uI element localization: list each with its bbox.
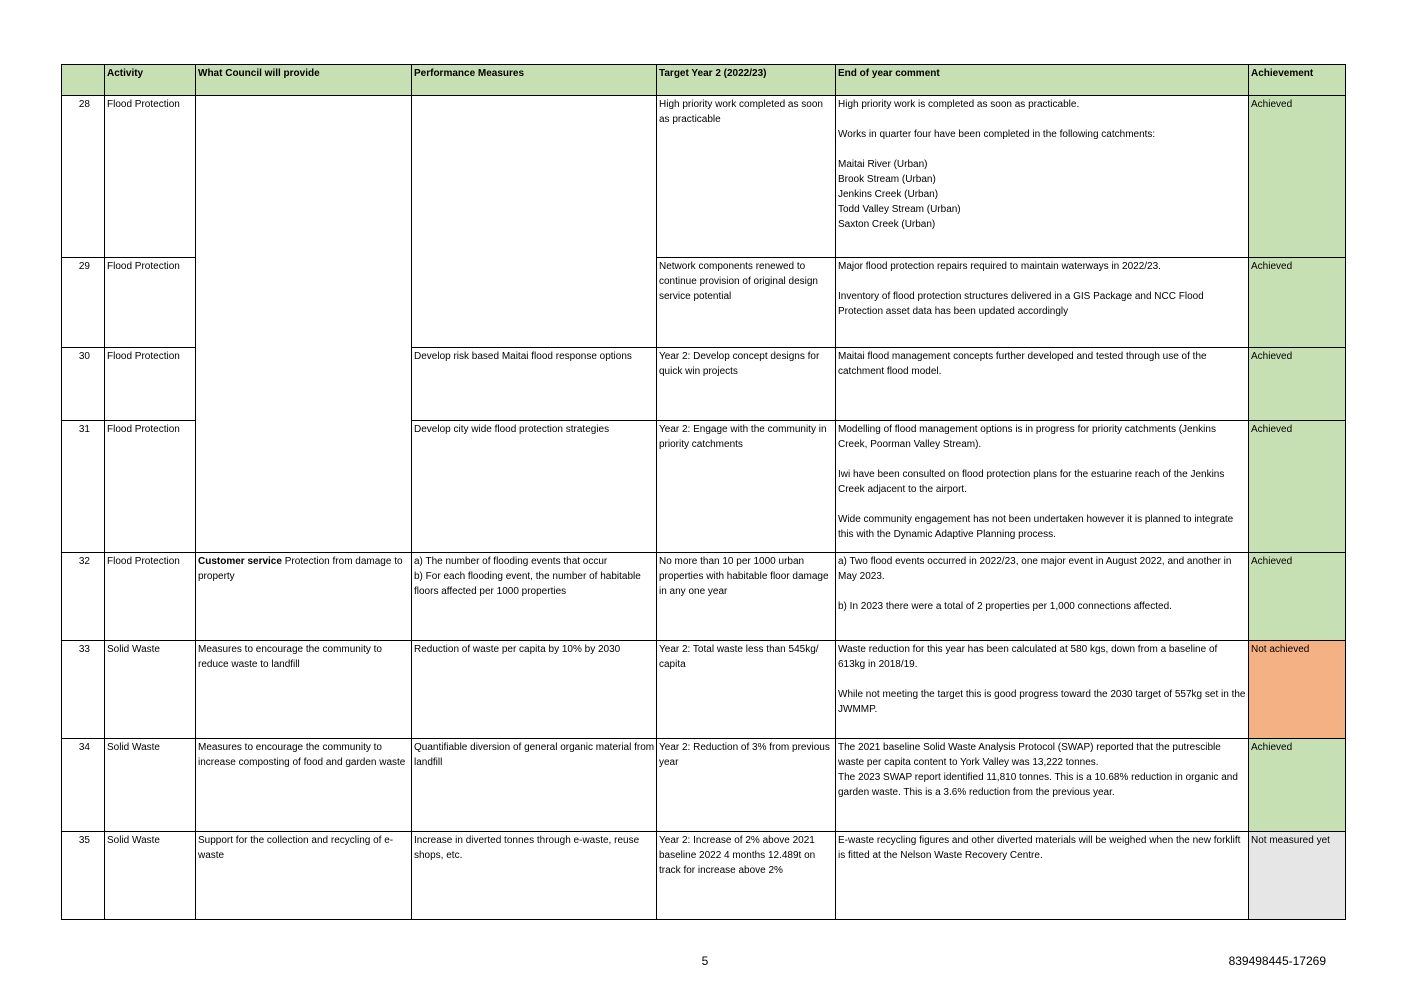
- comment-paragraph: Modelling of flood management options is in progress for priority catchments (Jenkins Creek, Poorman Valley Stream).: [838, 424, 1216, 450]
- measures-cell-text: Develop city wide flood protection strategies: [414, 424, 610, 435]
- header-achievement: Achievement: [1249, 65, 1346, 96]
- achievement-cell-text: Achieved: [1251, 261, 1293, 272]
- measures-cell-text: Increase in diverted tonnes through e-waste, reuse shops, etc.: [414, 835, 640, 861]
- paragraph-gap: [838, 452, 1247, 467]
- header-target: Target Year 2 (2022/23): [657, 65, 836, 96]
- table-row: [62, 96, 1346, 258]
- comment-cell: [836, 832, 1249, 920]
- comment-cell: [836, 553, 1249, 641]
- target-cell: [657, 641, 836, 739]
- comment-paragraph: E-waste recycling figures and other diverted materials will be weighed when the new forklift is fitted at the Nelson Waste Recovery Centre.: [838, 835, 1241, 861]
- provide-cell: [196, 641, 412, 739]
- measures-cell: [412, 348, 657, 421]
- activity-cell: [105, 739, 196, 832]
- performance-table: [61, 64, 1346, 920]
- row-number: [62, 348, 105, 421]
- achievement-cell-text: Achieved: [1251, 424, 1293, 435]
- comment-paragraph: Wide community engagement has not been undertaken however it is planned to integrate this with the Dynamic Adaptive Planning process.: [838, 514, 1234, 540]
- comment-paragraph: While not meeting the target this is good progress toward the 2030 target of 557kg set in the JWMMP.: [838, 689, 1246, 715]
- provide-cell: [196, 553, 412, 641]
- activity-cell: [105, 832, 196, 920]
- measures-cell: [412, 421, 657, 553]
- table-body: [62, 96, 1346, 920]
- measures-cell: [412, 641, 657, 739]
- paragraph-gap: [838, 112, 1247, 127]
- comment-paragraph: Maitai flood management concepts further developed and tested through use of the catchment flood model.: [838, 351, 1207, 377]
- achievement-cell: [1249, 96, 1346, 258]
- activity-cell-text: Flood Protection: [107, 99, 180, 110]
- comment-cell: [836, 348, 1249, 421]
- target-cell: [657, 348, 836, 421]
- activity-cell: [105, 258, 196, 348]
- provide-cell: [196, 739, 412, 832]
- row-number-text: 30: [78, 351, 90, 362]
- header-number: [62, 65, 105, 96]
- achievement-cell-text: Achieved: [1251, 99, 1293, 110]
- provide-text: Measures to encourage the community to increase composting of food and garden waste: [198, 742, 406, 768]
- comment-paragraph: Major flood protection repairs required to maintain waterways in 2022/23.: [838, 261, 1161, 272]
- achievement-cell: [1249, 553, 1346, 641]
- paragraph-gap: [838, 672, 1247, 687]
- achievement-cell-text: Not measured yet: [1251, 835, 1330, 846]
- activity-cell-text: Flood Protection: [107, 556, 180, 567]
- target-cell-text: High priority work completed as soon as practicable: [659, 99, 823, 125]
- activity-cell-text: Solid Waste: [107, 835, 160, 846]
- comment-paragraph: Maitai River (Urban) Brook Stream (Urban) Jenkins Creek (Urban) Todd Valley Stream (Urban) Saxton Creek (Urban): [838, 159, 961, 230]
- target-cell: [657, 832, 836, 920]
- measures-cell-text: Reduction of waste per capita by 10% by 2030: [414, 644, 621, 655]
- paragraph-gap: [838, 274, 1247, 289]
- paragraph-gap: [838, 142, 1247, 157]
- row-number-text: 34: [78, 742, 90, 753]
- page-number: 5: [701, 954, 709, 968]
- target-cell: [657, 258, 836, 348]
- achievement-cell: [1249, 641, 1346, 739]
- table-row: [62, 832, 1346, 920]
- activity-cell-text: Flood Protection: [107, 261, 180, 272]
- header-provide: What Council will provide: [196, 65, 412, 96]
- comment-paragraph: a) Two flood events occurred in 2022/23, one major event in August 2022, and another in May 2023.: [838, 556, 1232, 582]
- table-row: [62, 641, 1346, 739]
- row-number-text: 33: [78, 644, 90, 655]
- row-number: [62, 553, 105, 641]
- target-cell-text: Year 2: Develop concept designs for quick win projects: [659, 351, 820, 377]
- row-number: [62, 258, 105, 348]
- target-cell-text: Year 2: Total waste less than 545kg/ capita: [659, 644, 819, 670]
- measures-cell: [412, 553, 657, 641]
- comment-cell: [836, 258, 1249, 348]
- comment-paragraph: Waste reduction for this year has been calculated at 580 kgs, down from a baseline of 613kg in 2018/19.: [838, 644, 1218, 670]
- paragraph-gap: [838, 584, 1247, 599]
- header-activity: Activity: [105, 65, 196, 96]
- measures-cell-text: Quantifiable diversion of general organic material from landfill: [414, 742, 655, 768]
- achievement-cell: [1249, 258, 1346, 348]
- comment-cell: [836, 421, 1249, 553]
- activity-cell-text: Solid Waste: [107, 644, 160, 655]
- activity-cell: [105, 348, 196, 421]
- comment-paragraph: Iwi have been consulted on flood protection plans for the estuarine reach of the Jenkins Creek adjacent to the airport.: [838, 469, 1225, 495]
- activity-cell: [105, 641, 196, 739]
- activity-cell: [105, 421, 196, 553]
- row-number: [62, 421, 105, 553]
- comment-paragraph: b) In 2023 there were a total of 2 properties per 1,000 connections affected.: [838, 601, 1172, 612]
- provide-cell: [196, 96, 412, 553]
- achievement-cell-text: Not achieved: [1251, 644, 1310, 655]
- row-number: [62, 832, 105, 920]
- header-measures: Performance Measures: [412, 65, 657, 96]
- achievement-cell-text: Achieved: [1251, 742, 1293, 753]
- comment-cell: [836, 641, 1249, 739]
- row-number-text: 28: [78, 99, 90, 110]
- row-number: [62, 641, 105, 739]
- provide-text: Protection from damage to property: [198, 556, 403, 582]
- header-row: [62, 65, 1346, 96]
- document-id: 839498445-17269: [1228, 954, 1326, 968]
- comment-paragraph: Inventory of flood protection structures delivered in a GIS Package and NCC Flood Protection asset data has been updated accordingly: [838, 291, 1204, 317]
- measures-cell: [412, 832, 657, 920]
- row-number-text: 31: [78, 424, 90, 435]
- comment-cell: [836, 739, 1249, 832]
- row-number: [62, 739, 105, 832]
- table-row: [62, 739, 1346, 832]
- row-number: [62, 96, 105, 258]
- comment-paragraph: Works in quarter four have been completed in the following catchments:: [838, 129, 1156, 140]
- activity-cell: [105, 96, 196, 258]
- target-cell-text: No more than 10 per 1000 urban properties with habitable floor damage in any one year: [659, 556, 829, 597]
- row-number-text: 29: [78, 261, 90, 272]
- achievement-cell: [1249, 348, 1346, 421]
- row-number-text: 35: [78, 835, 90, 846]
- achievement-cell: [1249, 421, 1346, 553]
- achievement-cell: [1249, 832, 1346, 920]
- target-cell: [657, 421, 836, 553]
- measures-cell: [412, 96, 657, 348]
- header-comment: End of year comment: [836, 65, 1249, 96]
- table-row: [62, 553, 1346, 641]
- measures-cell-text: a) The number of flooding events that occur b) For each flooding event, the number of habitable floors affected per 1000 properties: [414, 556, 641, 597]
- paragraph-gap: [838, 497, 1247, 512]
- target-cell: [657, 96, 836, 258]
- target-cell-text: Year 2: Increase of 2% above 2021 baseline 2022 4 months 12.489t on track for increase above 2%: [659, 835, 816, 876]
- activity-cell-text: Solid Waste: [107, 742, 160, 753]
- target-cell-text: Year 2: Engage with the community in priority catchments: [659, 424, 827, 450]
- target-cell: [657, 739, 836, 832]
- comment-cell: [836, 96, 1249, 258]
- achievement-cell-text: Achieved: [1251, 556, 1293, 567]
- provide-text: Support for the collection and recycling of e-waste: [198, 835, 394, 861]
- row-number-text: 32: [78, 556, 90, 567]
- target-cell-text: Network components renewed to continue provision of original design service potential: [659, 261, 818, 302]
- measures-cell-text: Develop risk based Maitai flood response options: [414, 351, 632, 362]
- activity-cell: [105, 553, 196, 641]
- achievement-cell-text: Achieved: [1251, 351, 1293, 362]
- measures-cell: [412, 739, 657, 832]
- comment-paragraph: High priority work is completed as soon as practicable.: [838, 99, 1080, 110]
- provide-cell: [196, 832, 412, 920]
- comment-paragraph: The 2021 baseline Solid Waste Analysis Protocol (SWAP) reported that the putrescible waste per capita content to York Valley was 13,222 tonnes. The 2023 SWAP report identified 11,810 tonnes. This is a 10.68% reduction in organic and garden waste. This is a 3.6% reduction from the previous year.: [838, 742, 1238, 798]
- provide-bold-text: Customer service: [198, 556, 282, 567]
- target-cell: [657, 553, 836, 641]
- activity-cell-text: Flood Protection: [107, 424, 180, 435]
- provide-text: Measures to encourage the community to reduce waste to landfill: [198, 644, 382, 670]
- target-cell-text: Year 2: Reduction of 3% from previous year: [659, 742, 830, 768]
- activity-cell-text: Flood Protection: [107, 351, 180, 362]
- achievement-cell: [1249, 739, 1346, 832]
